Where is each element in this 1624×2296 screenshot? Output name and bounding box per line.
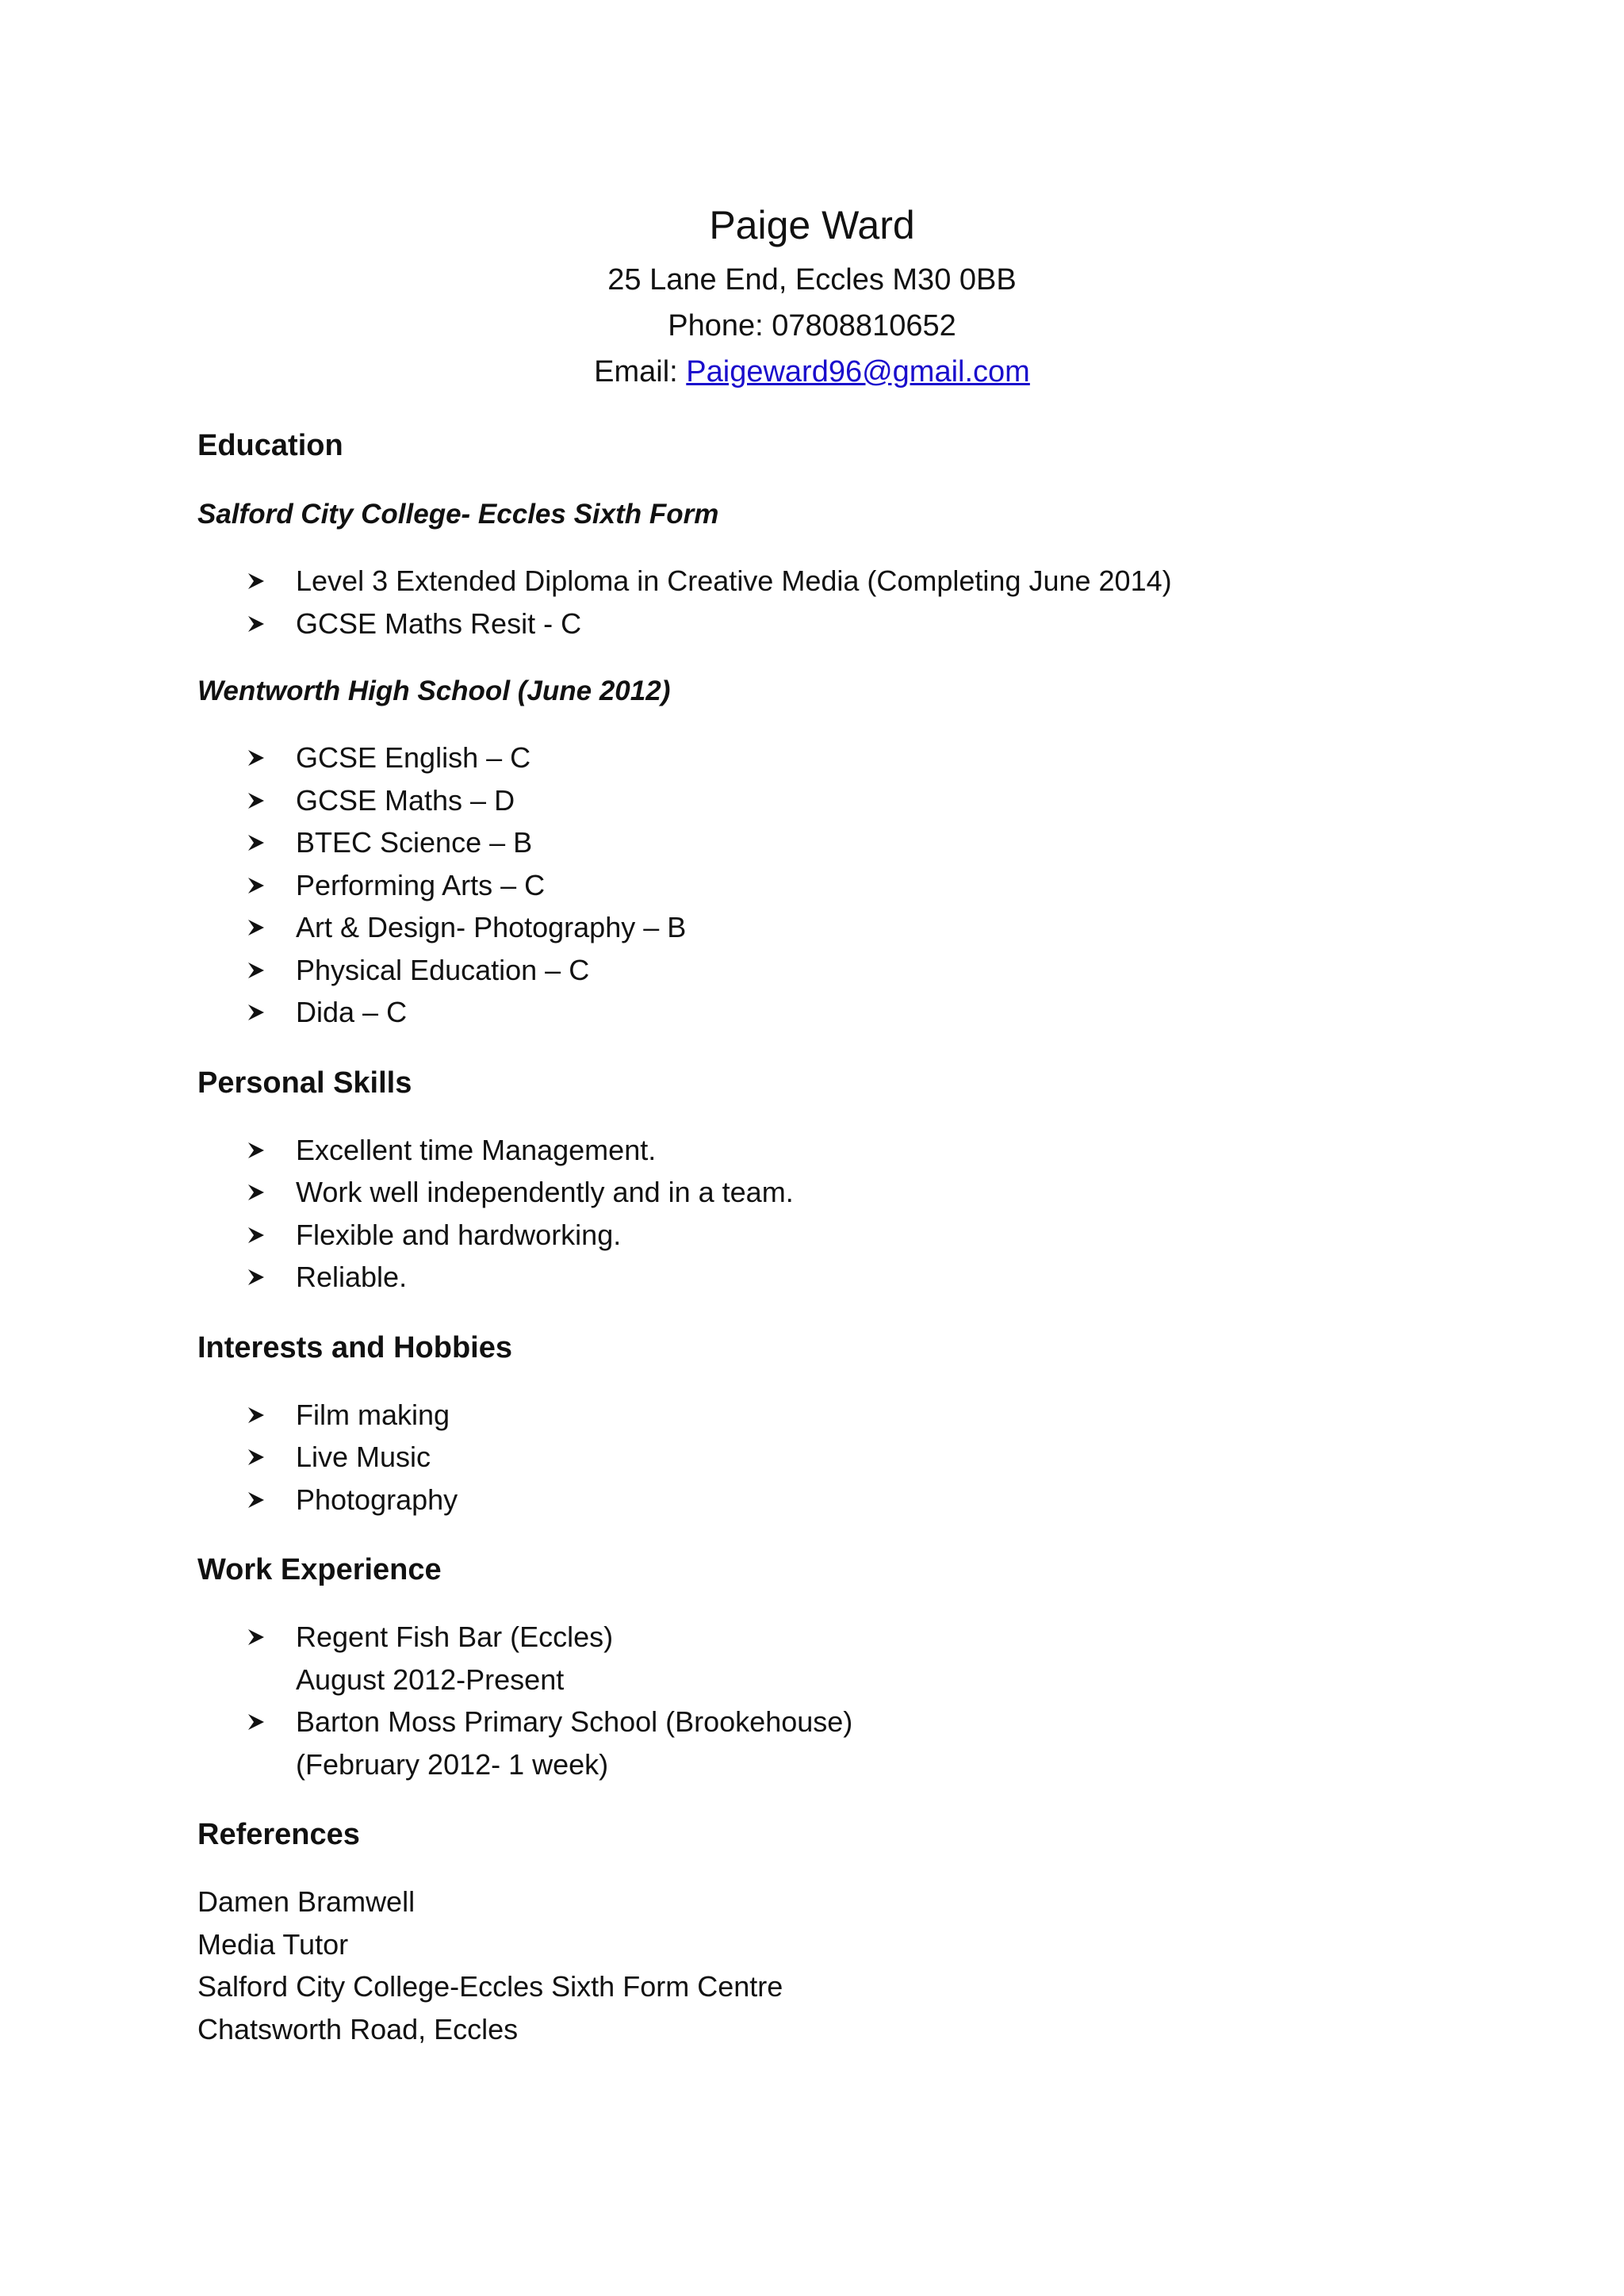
arrowhead-bullet-icon <box>247 918 266 937</box>
school-qualifications-list <box>197 737 1434 1034</box>
list-item-text: GCSE English – C <box>296 741 531 774</box>
skills-list <box>197 1129 1434 1299</box>
school-name: Wentworth High School (June 2012) <box>197 675 671 706</box>
reference-details <box>197 1881 1434 2050</box>
list-item <box>197 1616 1434 1701</box>
list-item-text: Work well independently and in a team. <box>296 1176 794 1208</box>
references-section <box>197 1809 1434 2050</box>
list-item <box>197 1436 1434 1479</box>
interests-list <box>197 1394 1434 1521</box>
list-item <box>197 560 1434 603</box>
resume-body <box>197 420 1434 2050</box>
college-qualifications-list <box>197 560 1434 645</box>
phone-line: Phone: 07808810652 <box>668 309 956 342</box>
list-item <box>197 991 1434 1034</box>
arrowhead-bullet-icon <box>247 876 266 895</box>
arrowhead-bullet-icon <box>247 1268 266 1287</box>
email-line <box>0 349 1624 395</box>
reference-name: Damen Bramwell <box>197 1885 416 1918</box>
reference-role: Media Tutor <box>197 1927 349 1961</box>
list-item <box>197 779 1434 822</box>
list-item <box>197 906 1434 949</box>
list-item <box>197 1701 1434 1785</box>
list-item <box>197 1171 1434 1214</box>
list-item <box>197 1479 1434 1521</box>
arrowhead-bullet-icon <box>247 791 266 810</box>
list-item <box>197 1256 1434 1299</box>
list-item-text: Dida – C <box>296 996 408 1028</box>
education-section <box>197 420 1434 1034</box>
work-experience-section <box>197 1544 1434 1785</box>
list-item-text: Physical Education – C <box>296 953 590 986</box>
arrowhead-bullet-icon <box>247 1003 266 1022</box>
list-item <box>197 949 1434 992</box>
applicant-name: Paige Ward <box>709 203 915 247</box>
list-item-text: Reliable. <box>296 1261 408 1293</box>
arrowhead-bullet-icon <box>247 833 266 852</box>
arrowhead-bullet-icon <box>247 748 266 767</box>
section-heading-work: Work Experience <box>197 1553 442 1586</box>
contact-header <box>0 193 1624 395</box>
list-item-text: GCSE Maths Resit - C <box>296 607 582 640</box>
list-item <box>197 864 1434 907</box>
arrowhead-bullet-icon <box>247 614 266 633</box>
work-dates: August 2012-Present <box>296 1663 565 1696</box>
list-item-text: BTEC Science – B <box>296 826 533 859</box>
arrowhead-bullet-icon <box>247 1183 266 1202</box>
section-heading-education: Education <box>197 429 343 462</box>
work-dates: (February 2012- 1 week) <box>296 1747 609 1781</box>
email-link[interactable]: Paigeward96@gmail.com <box>686 355 1030 388</box>
list-item <box>197 737 1434 779</box>
reference-institution: Salford City College-Eccles Sixth Form Centre <box>197 1970 783 2003</box>
list-item-text: Flexible and hardworking. <box>296 1218 622 1251</box>
list-item <box>197 1394 1434 1437</box>
list-item <box>197 1129 1434 1172</box>
arrowhead-bullet-icon <box>247 1406 266 1425</box>
personal-skills-section <box>197 1058 1434 1299</box>
arrowhead-bullet-icon <box>247 1712 266 1732</box>
arrowhead-bullet-icon <box>247 1490 266 1510</box>
list-item <box>197 1214 1434 1257</box>
email-label: Email: <box>594 355 687 388</box>
arrowhead-bullet-icon <box>247 572 266 591</box>
list-item <box>197 603 1434 645</box>
section-heading-references: References <box>197 1818 360 1851</box>
list-item-text: Film making <box>296 1398 450 1431</box>
arrowhead-bullet-icon <box>247 1226 266 1245</box>
arrowhead-bullet-icon <box>247 1448 266 1467</box>
list-item-text: Level 3 Extended Diploma in Creative Media (Completing June 2014) <box>296 564 1172 597</box>
list-item-text: Performing Arts – C <box>296 868 546 901</box>
work-title: Barton Moss Primary School (Brookehouse) <box>296 1705 853 1738</box>
reference-address: Chatsworth Road, Eccles <box>197 2012 519 2045</box>
arrowhead-bullet-icon <box>247 1628 266 1647</box>
college-name: Salford City College- Eccles Sixth Form <box>197 499 719 530</box>
list-item-text: Photography <box>296 1483 458 1516</box>
section-heading-skills: Personal Skills <box>197 1066 412 1100</box>
address-line: 25 Lane End, Eccles M30 0BB <box>607 263 1017 297</box>
list-item-text: GCSE Maths – D <box>296 783 515 817</box>
list-item <box>197 821 1434 864</box>
section-heading-interests: Interests and Hobbies <box>197 1330 512 1364</box>
list-item-text: Live Music <box>296 1441 431 1473</box>
arrowhead-bullet-icon <box>247 1141 266 1160</box>
list-item-text: Art & Design- Photography – B <box>296 911 687 943</box>
arrowhead-bullet-icon <box>247 961 266 980</box>
interests-section <box>197 1322 1434 1521</box>
work-title: Regent Fish Bar (Eccles) <box>296 1621 614 1653</box>
work-list <box>197 1616 1434 1785</box>
list-item-text: Excellent time Management. <box>296 1133 657 1166</box>
